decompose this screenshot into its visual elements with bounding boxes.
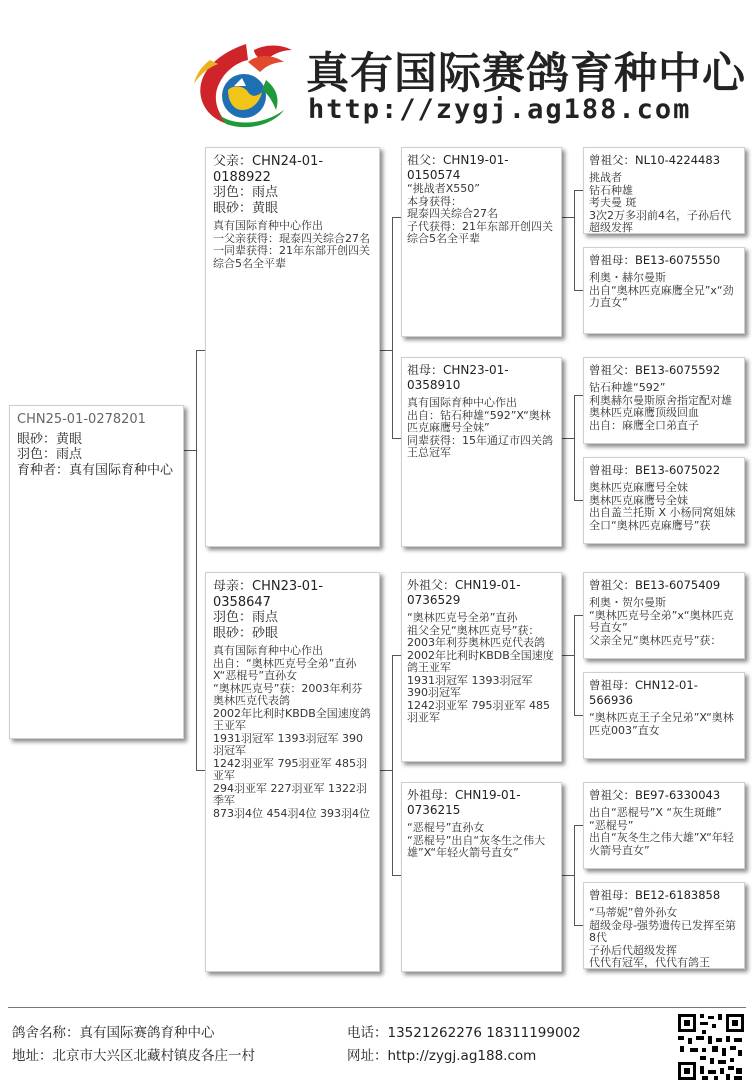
grandfather-paternal-card: [401, 147, 562, 337]
great-grandparent-ring: 曾祖母：BE13-6075022: [589, 463, 721, 477]
phoenix-logo-icon: [188, 40, 300, 130]
connector: [574, 715, 583, 716]
great-grandparent-text: 利奥・赫尔曼斯 出自“奥林匹克麻鹰全兄”x“劲力直女”: [589, 271, 734, 309]
grandfather-paternal-ring: 祖父：CHN19-01-0150574: [407, 153, 509, 182]
connector: [561, 655, 574, 656]
great-grandparent-text: 奥林匹克麻鹰号全妹 奥林匹克麻鹰号全妹 出自盖兰托斯 X 小杨同窝姐妹 全口“奥林匹克麻鹰号”获: [589, 481, 736, 532]
connector: [392, 217, 401, 218]
connector: [392, 438, 401, 439]
subject-eye: 眼砂：黄眼: [17, 431, 83, 447]
connector: [392, 875, 401, 876]
connector: [574, 190, 583, 191]
qr-code-icon: [676, 1012, 746, 1082]
connector: [574, 500, 583, 501]
connector: [392, 655, 401, 656]
grandmother-paternal-text: 真有国际育种中心作出 出自：钻石种雄“592”X“奥林匹克麻鹰号全妹” 同辈获得：15年通辽市四关鸽王总冠军: [407, 396, 553, 459]
center-title: 真有国际赛鸽育种中心: [306, 49, 746, 99]
great-grandparent-text: “奥林匹克王子全兄弟”X“奥林匹克003”直女: [589, 711, 734, 737]
connector: [392, 217, 393, 438]
great-grandparent-card: [583, 672, 745, 759]
center-url: http://zygj.ag188.com: [308, 94, 692, 125]
father-color: 羽色：雨点: [213, 185, 279, 200]
great-grandparent-card: [583, 882, 745, 969]
grandfather-maternal-ring: 外祖父：CHN19-01-0736529: [407, 578, 521, 607]
connector: [196, 350, 197, 770]
father-text: 真有国际育种中心作出 一父亲获得：琨泰四关综合27名 一同辈获得：21年东部开创四关综合5名全平辈: [213, 219, 370, 270]
footer-website: 网址：http://zygj.ag188.com: [347, 1048, 537, 1064]
connector: [574, 395, 575, 500]
subject-breeder: 育种者：真有国际育种中心: [17, 462, 174, 478]
connector: [574, 190, 575, 290]
footer-phone: 电话：13521262276 18311199002: [347, 1025, 581, 1041]
great-grandparent-ring: 曾祖父：NL10-4224483: [589, 153, 721, 167]
connector: [574, 615, 575, 715]
great-grandparent-text: 出自“恶棍号”X “灰生斑雌” “恶棍号” 出自“灰冬生之伟大雄”X“年轻火箭号直女”: [589, 806, 734, 857]
grandfather-paternal-text: “挑战者X550” 本身获得： 琨泰四关综合27名 子代获得：21年东部开创四关综合5名全平辈: [407, 182, 553, 245]
father-ring: 父亲：CHN24-01-0188922: [213, 154, 324, 185]
connector: [561, 875, 574, 876]
great-grandparent-ring: 曾祖母：BE13-6075550: [589, 253, 721, 267]
connector: [574, 925, 583, 926]
great-grandparent-ring: 曾祖父：BE13-6075409: [589, 578, 721, 592]
great-grandparent-card: [583, 357, 745, 444]
mother-ring: 母亲：CHN23-01-0358647: [213, 579, 324, 610]
mother-eye: 眼砂：砂眼: [213, 625, 279, 641]
connector: [379, 350, 392, 351]
mother-color: 羽色：雨点: [213, 610, 279, 625]
father-eye: 眼砂：黄眼: [213, 200, 279, 216]
connector: [574, 825, 575, 925]
grandmother-maternal-text: “恶棍号”直孙女 “恶棍号”出自“灰冬生之伟大雄”X“年轻火箭号直女”: [407, 821, 546, 859]
father-card: [205, 147, 380, 547]
great-grandparent-ring: 曾祖母：CHN12-01-566936: [589, 678, 698, 707]
connector: [574, 395, 583, 396]
great-grandparent-text: 挑战者 钻石种雄 考夫曼 斑 3次2万多羽前4名，子孙后代超级发挥: [589, 171, 731, 234]
connector: [574, 825, 583, 826]
subject-card: [9, 405, 184, 739]
great-grandparent-text: “马蒂妮”曾外孙女 超级金母-强势遗传已发挥至第8代 子孙后代超级发挥 代代有冠军，代代有鸽王: [589, 906, 736, 969]
connector: [196, 770, 205, 771]
connector: [183, 450, 196, 451]
grandfather-maternal-card: [401, 572, 562, 762]
subject-ring: CHN25-01-0278201: [17, 412, 146, 427]
connector: [561, 438, 574, 439]
logo: [188, 40, 300, 130]
great-grandparent-card: [583, 457, 745, 544]
connector: [574, 290, 583, 291]
great-grandparent-card: [583, 247, 745, 334]
mother-text: 真有国际育种中心作出 出自：“奥林匹克号全弟”直孙X“恶棍号”直孙女 “奥林匹克号”获：2003年利芬奥林匹克代表鸽 2002年比利时KBDB全国速度鸽王亚军 1931羽冠军 1393羽冠军 390羽冠军 1242羽亚军 795羽亚军 485羽亚军 294羽亚军 227羽亚军 1322羽季军 873羽4位 454羽4位 393羽4位: [213, 644, 371, 820]
subject-color: 羽色：雨点: [17, 447, 83, 462]
great-grandparent-card: [583, 147, 745, 234]
connector: [561, 217, 574, 218]
footer-loft-name: 鸽舍名称：真有国际赛鸽育种中心: [12, 1025, 215, 1041]
grandmother-paternal-card: [401, 357, 562, 547]
connector: [379, 770, 392, 771]
grandfather-maternal-text: “奥林匹克号全弟”直孙 祖父全兄“奥林匹克号”获： 2003年利芬奥林匹克代表鸽 2002年比利时KBDB全国速度鸽王亚军 1931羽冠军 1393羽冠军 390羽冠军 1242羽亚军 795羽亚军 485羽亚军: [407, 611, 554, 724]
connector: [196, 350, 205, 351]
great-grandparent-card: [583, 782, 745, 869]
great-grandparent-ring: 曾祖母：BE12-6183858: [589, 888, 721, 902]
great-grandparent-card: [583, 572, 745, 659]
great-grandparent-text: 钻石种雄“592” 利奥赫尔曼斯原舍指定配对雄 奥林匹克麻鹰顶级回血 出自：麻鹰全口弟直子: [589, 381, 732, 432]
connector: [392, 655, 393, 875]
great-grandparent-ring: 曾祖父：BE13-6075592: [589, 363, 721, 377]
grandmother-maternal-card: [401, 782, 562, 972]
great-grandparent-ring: 曾祖父：BE97-6330043: [589, 788, 721, 802]
connector: [574, 615, 583, 616]
footer-divider: [8, 1007, 746, 1008]
grandmother-maternal-ring: 外祖母：CHN19-01-0736215: [407, 788, 521, 817]
mother-card: [205, 572, 380, 972]
grandmother-paternal-ring: 祖母：CHN23-01-0358910: [407, 363, 509, 392]
footer-address: 地址：北京市大兴区北藏村镇皮各庄一村: [12, 1048, 255, 1064]
great-grandparent-text: 利奥・贺尔曼斯 “奥林匹克号全弟”x“奥林匹克号直女” 父亲全兄“奥林匹克号”获：: [589, 596, 734, 647]
